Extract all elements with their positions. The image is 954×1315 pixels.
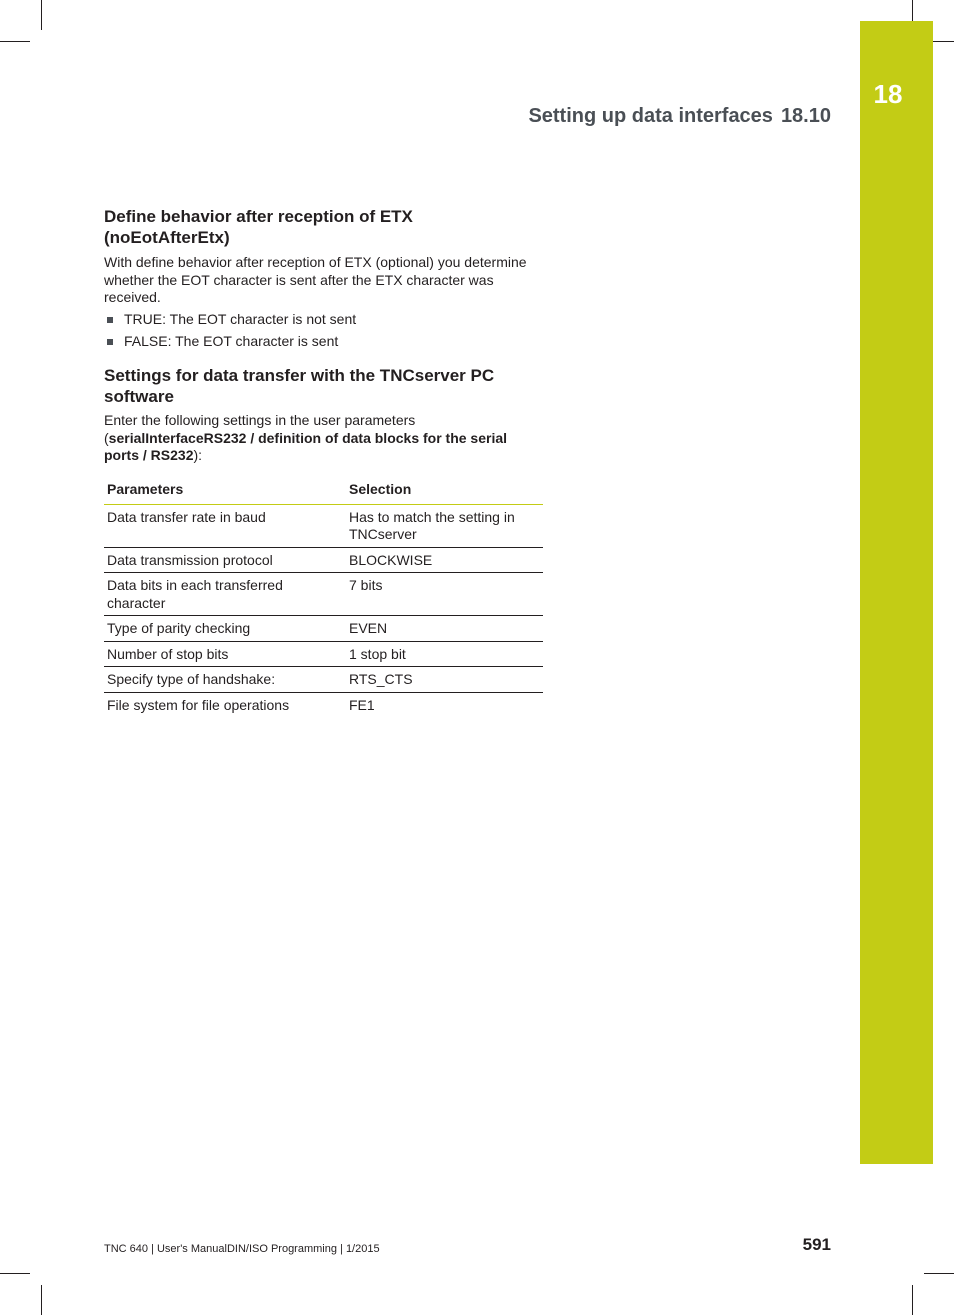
crop-mark — [924, 1273, 954, 1274]
table-cell: Data transmission protocol — [104, 547, 346, 573]
section-heading — [104, 365, 544, 407]
table-row — [104, 692, 543, 717]
table-row — [104, 504, 543, 547]
crop-mark — [0, 41, 30, 42]
intro-paragraph — [104, 412, 544, 465]
column-header: Parameters — [104, 473, 346, 505]
body-paragraph: With define behavior after reception of ETX (optional) you determine whether the EOT character is sent after the ETX character was received. — [104, 254, 527, 305]
heading-line: (noEotAfterEtx) — [104, 228, 230, 247]
chapter-number: 18 — [873, 79, 903, 109]
page-number: 591 — [802, 1235, 831, 1254]
table-cell: 1 stop bit — [346, 641, 543, 667]
running-head-title: Setting up data interfaces — [528, 105, 773, 127]
table-header-row — [104, 473, 543, 505]
section-heading — [104, 206, 544, 248]
footer-text: TNC 640 | User's ManualDIN/ISO Programming | 1/2015 — [104, 1243, 380, 1255]
heading-line: software — [104, 387, 174, 406]
table-cell: Type of parity checking — [104, 616, 346, 642]
table-cell: 7 bits — [346, 573, 543, 616]
intro-bold-text: serialInterfaceRS232 / definition of data blocks for the serial ports / RS232 — [104, 429, 508, 463]
table-cell: File system for file operations — [107, 696, 290, 713]
column-header: Selection — [346, 473, 543, 505]
running-head-section: 18.10 — [780, 105, 831, 127]
table-cell: Specify type of handshake: — [104, 667, 346, 693]
table-row — [104, 547, 543, 573]
crop-mark — [41, 0, 42, 30]
table-cell: Number of stop bits — [104, 641, 346, 667]
crop-mark — [0, 1273, 30, 1274]
table-cell: EVEN — [346, 616, 543, 642]
table-row — [104, 641, 543, 667]
intro-text: ): — [193, 447, 203, 463]
page-content — [104, 206, 544, 717]
list-item: FALSE: The EOT character is sent — [104, 333, 544, 351]
settings-table — [104, 473, 543, 718]
bullet-list — [104, 311, 544, 351]
table-row — [104, 573, 543, 616]
heading-line: Settings for data transfer with the TNCserver PC — [104, 366, 495, 385]
table-cell: Data transfer rate in baud — [104, 504, 346, 547]
crop-mark — [41, 1285, 42, 1315]
table-cell: Data bits in each transferred character — [104, 573, 346, 616]
heading-line: Define behavior after reception of ETX — [104, 207, 413, 226]
table-cell: Has to match the setting in TNCserver — [346, 504, 543, 547]
table-row — [104, 667, 543, 693]
running-head — [528, 105, 831, 128]
crop-mark — [912, 1285, 913, 1315]
table-cell: FE1 — [349, 696, 375, 713]
table-row — [104, 616, 543, 642]
table-cell: RTS_CTS — [346, 667, 543, 693]
intro-text: Enter the following settings in the user parameters ( — [104, 412, 416, 446]
list-item: TRUE: The EOT character is not sent — [104, 311, 544, 329]
table-cell: BLOCKWISE — [346, 547, 543, 573]
chapter-tab — [860, 21, 933, 1164]
